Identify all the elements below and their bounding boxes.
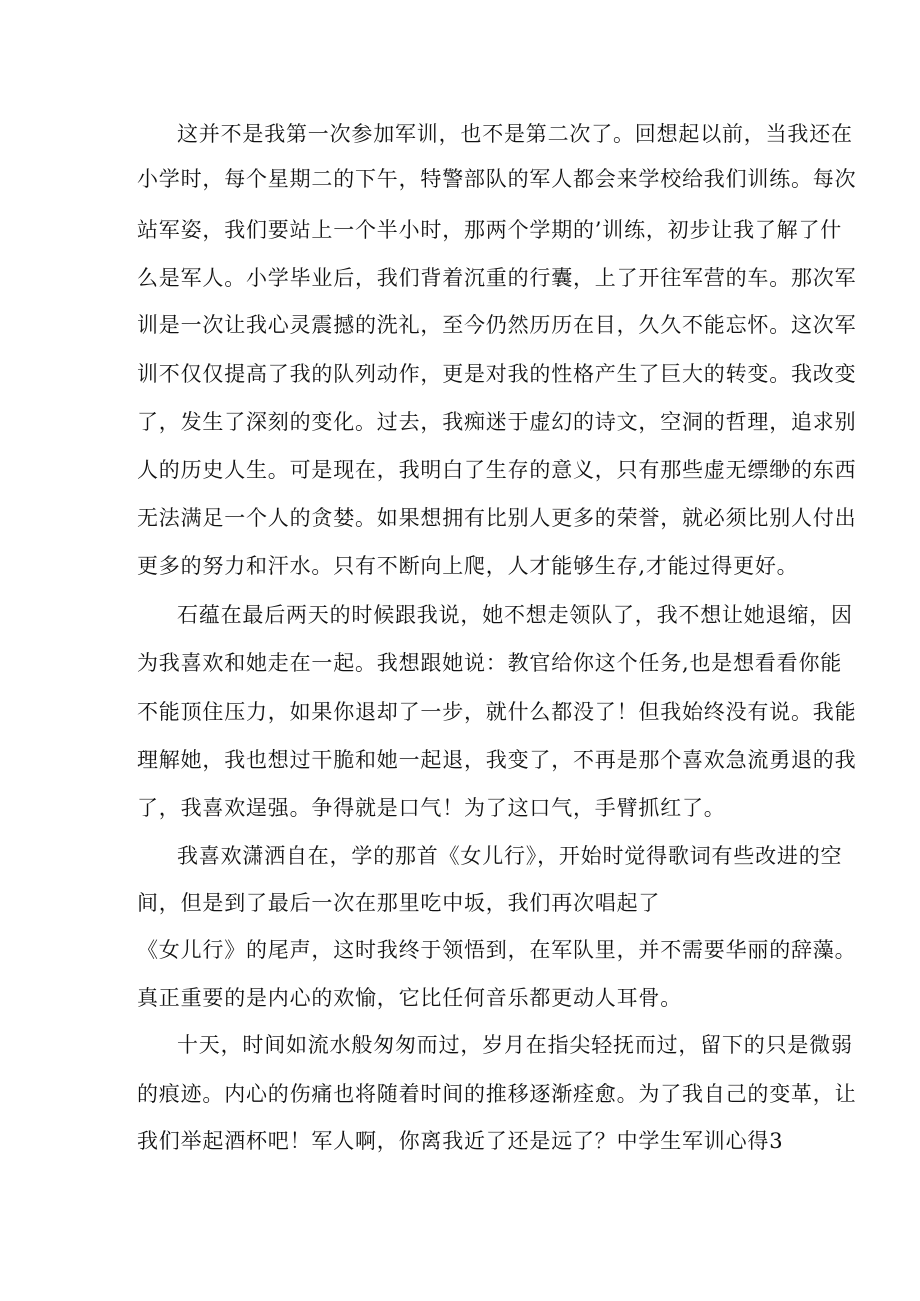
paragraph-1-line-2: 小学时，每个星期二的下午，特警部队的军人都会来学校给我们训练。每次 [137, 167, 857, 191]
paragraph-2-line-3: 不能顶住压力，如果你退却了一步，就什么都没了！但我始终没有说。我能 [137, 700, 857, 724]
paragraph-1-line-5: 训是一次让我心灵震撼的洗礼，至今仍然历历在目，久久不能忘怀。这次军 [137, 313, 857, 337]
paragraph-3-line-2: 间，但是到了最后一次在那里吃中坂，我们再次唱起了 [137, 891, 661, 915]
paragraph-1-line-6: 训不仅仅提高了我的队列动作，更是对我的性格产生了巨大的转变。我改变 [137, 362, 857, 386]
paragraph-3-line-3: 《女儿行》的尾声，这时我终于领悟到，在军队里，并不需要华丽的辞藻。 [137, 938, 857, 962]
paragraph-1-line-3: 站军姿，我们要站上一个半小时，那两个学期的’训练，初步让我了解了什 [137, 218, 843, 242]
paragraph-3-line-1: 我喜欢潇洒自在，学的那首《女儿行》，开始时觉得歌词有些改进的空 [177, 844, 843, 868]
paragraph-2-line-1: 石蕴在最后两天的时候跟我说，她不想走领队了，我不想让她退缩，因 [177, 603, 853, 627]
paragraph-1-line-7: 了，发生了深刻的变化。过去，我痴迷于虚幻的诗文，空洞的哲理，追求别 [137, 410, 857, 434]
paragraph-1-line-9: 无法满足一个人的贪婪。如果想拥有比别人更多的荣誉，就必须比别人付出 [137, 506, 857, 530]
paragraph-1-line-8: 人的历史人生。可是现在，我明白了生存的意义，只有那些虚无缥缈的东西 [137, 458, 857, 482]
paragraph-4-line-3: 我们举起酒杯吧！军人啊，你离我近了还是远了？中学生军训心得3 [137, 1129, 784, 1153]
paragraph-2-line-5: 了，我喜欢逞强。争得就是口气！为了这口气，手臂抓红了。 [137, 796, 726, 820]
paragraph-2-line-2: 为我喜欢和她走在一起。我想跟她说：教官给你这个任务,也是想看看你能 [137, 651, 843, 675]
paragraph-1-line-1: 这并不是我第一次参加军训，也不是第二次了。回想起以前，当我还在 [177, 122, 853, 146]
paragraph-2-line-4: 理解她，我也想过干脆和她一起退，我变了，不再是那个喜欢急流勇退的我 [137, 748, 857, 772]
paragraph-4-line-1: 十天，时间如流水般匆匆而过，岁月在指尖轻抚而过，留下的只是微弱 [177, 1033, 853, 1057]
paragraph-1-line-4: 么是军人。小学毕业后，我们背着沉重的行囊，上了开往军营的车。那次军 [137, 266, 857, 290]
paragraph-4-line-2: 的痕迹。内心的伤痛也将随着时间的推移逐渐痊愈。为了我自己的变革，让 [137, 1082, 857, 1106]
paragraph-1-line-10: 更多的努力和汗水。只有不断向上爬，人才能够生存,才能过得更好。 [137, 554, 799, 578]
paragraph-3-line-4: 真正重要的是内心的欢愉，它比任何音乐都更动人耳骨。 [137, 986, 682, 1010]
